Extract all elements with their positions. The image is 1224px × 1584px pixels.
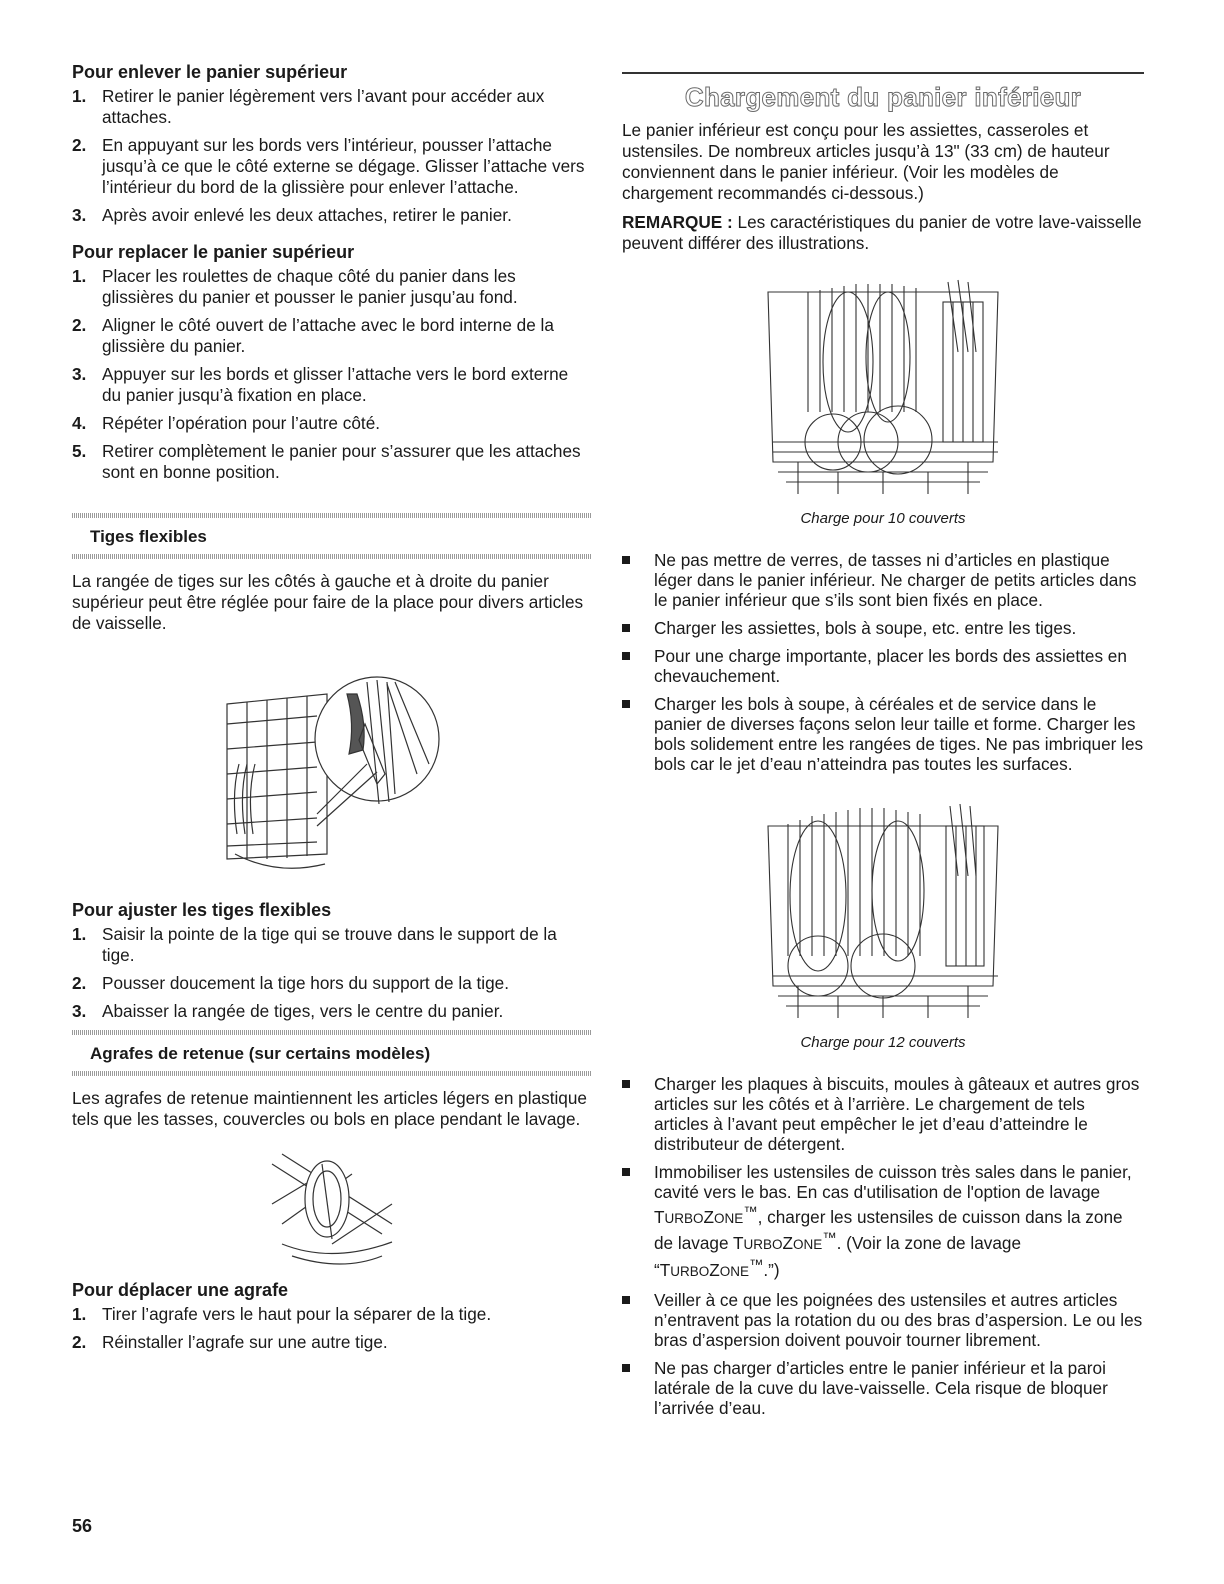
bullet-icon [622, 1168, 630, 1176]
step-text: Saisir la pointe de la tige qui se trouve dans le support de la tige. [102, 924, 557, 965]
step-number: 3. [72, 205, 87, 225]
bullet-text: Pour une charge importante, placer les bords des assiettes en chevauchement. [654, 646, 1127, 686]
list-item [72, 266, 592, 308]
list-item [72, 924, 592, 966]
caption-10-place-settings: Charge pour 10 couverts [800, 510, 966, 527]
bullet-icon [622, 1080, 630, 1088]
lower-rack-intro: Le panier inférieur est conçu pour les assiettes, casseroles et ustensiles. De nombreux articles jusqu’à 13" (33 cm) de hauteur conviennent dans le panier inférieur. (Voir les modèles de chargement recommandés ci-dessous.) [622, 120, 1110, 203]
bullets-lower-rack-1 [622, 550, 1144, 774]
step-text: Réinstaller l’agrafe sur une autre tige. [102, 1332, 388, 1352]
bullet-text: Ne pas mettre de verres, de tasses ni d’articles en plastique léger dans le panier inférieur. Ne charger de petits articles dans le panier inférieur que s’ils sont bien fixés en place. [654, 550, 1137, 610]
figure-10-place-settings [758, 272, 1008, 502]
lower-rack-10-illustration [758, 272, 1008, 502]
step-text: Après avoir enlevé les deux attaches, retirer le panier. [102, 205, 512, 225]
bullet-text: Charger les assiettes, bols à soupe, etc. entre les tiges. [654, 618, 1077, 638]
heading-move-clip: Pour déplacer une agrafe [72, 1280, 289, 1300]
heading-replace-upper-rack: Pour replacer le panier supérieur [72, 242, 355, 262]
bullet-text: Ne pas charger d’articles entre le panier inférieur et la paroi latérale de la cuve du lave-vaisselle. Cela risque de bloquer l’arrivée d’eau. [654, 1358, 1108, 1419]
bullet-text: Charger les plaques à biscuits, moules à gâteaux et autres gros articles sur les côtés et à l’arrière. Le chargement de tels articles à l’avant peut empêcher le jet d’eau d’atteindre le distributeur de détergent. [654, 1074, 1140, 1154]
figure-retaining-clip [262, 1144, 402, 1274]
move-steps [72, 1304, 592, 1353]
note-text: Les caractéristiques du panier de votre lave-vaisselle peuvent différer des illustrations. [622, 212, 1142, 253]
step-number: 2. [72, 315, 87, 335]
list-item [622, 1074, 1144, 1154]
heading-remove-upper-rack: Pour enlever le panier supérieur [72, 62, 348, 82]
list-item [72, 1001, 592, 1022]
folding-tines-illustration [217, 654, 447, 884]
step-text: Retirer complètement le panier pour s’assurer que les attaches sont en bonne position. [102, 441, 581, 482]
left-column [72, 62, 592, 1361]
list-item [72, 973, 592, 994]
step-text: Pousser doucement la tige hors du support de la tige. [102, 973, 510, 993]
step-text: Placer les roulettes de chaque côté du panier dans les glissières du panier et pousser le panier jusqu’au fond. [102, 266, 518, 307]
adjust-steps [72, 924, 592, 1022]
step-text: Tirer l’agrafe vers le haut pour la séparer de la tige. [102, 1304, 492, 1324]
list-item [72, 1304, 592, 1325]
step-text: En appuyant sur les bords vers l’intérieur, pousser l’attache jusqu’à ce que le côté externe se dégage. Glisser l’attache vers l’intérieur du bord de la glissière pour enlever l’attache. [102, 135, 585, 197]
step-number: 2. [72, 1332, 87, 1352]
heading-adjust-tines: Pour ajuster les tiges flexibles [72, 900, 332, 920]
list-item [622, 550, 1144, 610]
step-number: 3. [72, 1001, 87, 1021]
list-item [72, 205, 592, 226]
clips-paragraph: Les agrafes de retenue maintiennent les articles légers en plastique tels que les tasses, couvercles ou bols en place pendant le lavage. [72, 1088, 587, 1129]
page-number: 56 [72, 1516, 93, 1536]
step-number: 2. [72, 135, 87, 155]
bullet-icon [622, 556, 630, 564]
list-item [72, 1332, 592, 1353]
list-item [622, 694, 1144, 774]
figure-12-place-settings [758, 796, 1008, 1026]
step-number: 1. [72, 266, 87, 286]
band-stripe [72, 554, 592, 559]
remove-steps [72, 86, 592, 226]
step-number: 1. [72, 924, 87, 944]
list-item [72, 413, 592, 434]
replace-steps [72, 266, 592, 483]
bullet-text: Veiller à ce que les poignées des ustensiles et autres articles n’entravent pas la rotation du ou des bras d’aspersion. Le ou les bras d’aspersion doivent pouvoir tourner librement. [654, 1290, 1143, 1351]
right-column [622, 72, 1144, 1426]
step-number: 5. [72, 441, 87, 461]
retaining-clip-illustration [262, 1144, 402, 1274]
tines-paragraph: La rangée de tiges sur les côtés à gauche et à droite du panier supérieur peut être réglée pour faire de la place pour divers articles de vaisselle. [72, 571, 584, 633]
section-title-clips: Agrafes de retenue (sur certains modèles) [90, 1044, 431, 1063]
list-item [622, 1162, 1144, 1282]
lower-rack-note [622, 212, 1144, 254]
step-text: Abaisser la rangée de tiges, vers le centre du panier. [102, 1001, 504, 1021]
bullet-text-turbozone: Immobiliser les ustensiles de cuisson très sales dans le panier, cavité vers le bas. En cas d'utilisation de l'option de lavage TURBOZONE™, charger les ustensiles de cuisson dans la zone de lavage TURBOZONE™. (Voir la zone de lavage “TURBOZONE™.”) [654, 1162, 1132, 1281]
list-item [72, 441, 592, 483]
step-text: Appuyer sur les bords et glisser l’attache vers le bord externe du panier jusqu’à fixation en place. [102, 364, 569, 405]
bullet-text: Charger les bols à soupe, à céréales et de service dans le panier de diverses façons selon leur taille et forme. Charger les bols solidement entre les rangées de tiges. Ne pas imbriquer les bols car le jet d’eau n’atteindra pas toutes les surfaces. [654, 694, 1144, 774]
list-item [622, 1290, 1144, 1350]
step-number: 4. [72, 413, 87, 433]
bullet-icon [622, 1364, 630, 1372]
band-stripe [72, 1071, 592, 1076]
bullet-icon [622, 624, 630, 632]
step-text: Retirer le panier légèrement vers l’avant pour accéder aux attaches. [102, 86, 545, 127]
list-item [72, 315, 592, 357]
section-title-lower-rack: Chargement du panier inférieur [684, 82, 1082, 112]
list-item [72, 86, 592, 128]
step-text: Aligner le côté ouvert de l’attache avec le bord interne de la glissière du panier. [102, 315, 554, 356]
figure-folding-tines [217, 654, 447, 884]
list-item [622, 1358, 1144, 1418]
step-number: 1. [72, 86, 87, 106]
bullet-icon [622, 700, 630, 708]
band-stripe [72, 1030, 592, 1035]
lower-rack-12-illustration [758, 796, 1008, 1026]
step-number: 1. [72, 1304, 87, 1324]
section-rule [622, 72, 1144, 74]
band-stripe [72, 513, 592, 518]
section-title-tines: Tiges flexibles [90, 527, 207, 546]
list-item [72, 135, 592, 198]
step-number: 2. [72, 973, 87, 993]
list-item [622, 618, 1144, 638]
bullet-icon [622, 652, 630, 660]
section-band-tines [72, 513, 592, 559]
caption-12-place-settings: Charge pour 12 couverts [800, 1034, 966, 1051]
bullets-lower-rack-2 [622, 1074, 1144, 1418]
section-band-clips [72, 1030, 592, 1076]
step-number: 3. [72, 364, 87, 384]
list-item [622, 646, 1144, 686]
list-item [72, 364, 592, 406]
note-label: REMARQUE : [622, 212, 733, 232]
bullet-icon [622, 1296, 630, 1304]
step-text: Répéter l’opération pour l’autre côté. [102, 413, 381, 433]
